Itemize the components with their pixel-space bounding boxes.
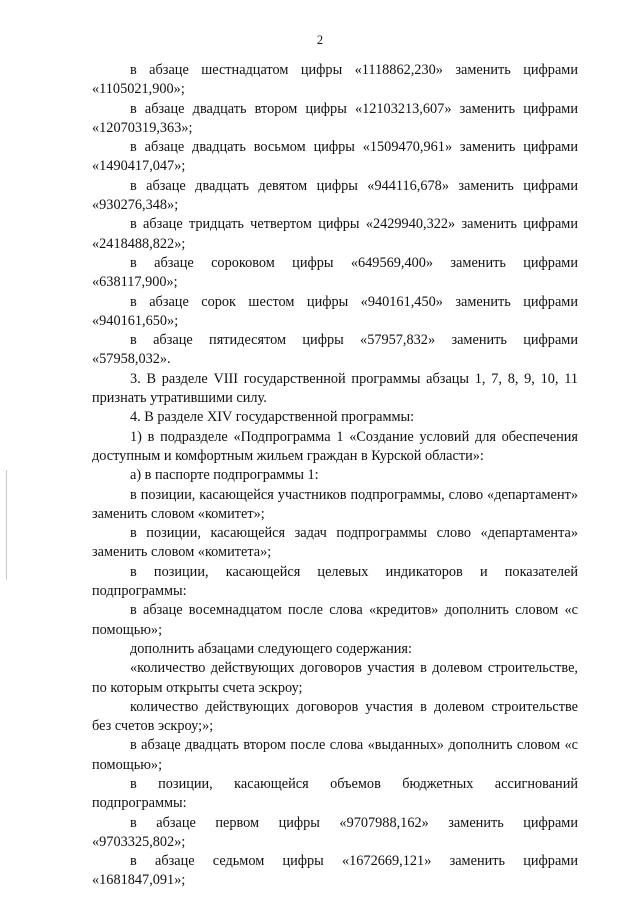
paragraph: количество действующих договоров участия в долевом строительстве без счетов эскроу;»;: [92, 698, 578, 735]
paragraph: в абзаце тридцать четвертом цифры «2429940,322» заменить цифрами «2418488,822»;: [92, 216, 578, 252]
paragraph: в абзаце сорок шестом цифры «940161,450» заменить цифрами «940161,650»;: [92, 293, 578, 329]
paragraph: в абзаце сороковом цифры «649569,400» заменить цифрами «638117,900»;: [92, 254, 578, 291]
paragraph: 3. В разделе VIII государственной программы абзацы 1, 7, 8, 9, 10, 11 признать утратившими силу.: [92, 370, 578, 407]
paragraph: дополнить абзацами следующего содержания:: [130, 640, 412, 657]
paragraph: в позиции, касающейся участников подпрограммы, слово «департамент» заменить словом «комитет»;: [92, 486, 578, 522]
page-number: 2: [316, 33, 324, 47]
paragraph: «количество действующих договоров участия в долевом строительстве, по которым открыты счета эскроу;: [92, 660, 578, 696]
paragraph: в абзаце двадцать втором после слова «выданных» дополнить словом «с помощью»;: [92, 737, 578, 773]
paragraph: в позиции, касающейся задач подпрограммы слово «департамента» заменить словом «комитета»;: [92, 525, 578, 561]
paragraph: в абзаце седьмом цифры «1672669,121» заменить цифрами «1681847,091»;: [92, 853, 578, 889]
paragraph: в абзаце шестнадцатом цифры «1118862,230» заменить цифрами «1105021,900»;: [92, 62, 578, 98]
paragraph: в абзаце двадцать втором цифры «12103213,607» заменить цифрами «12070319,363»;: [92, 100, 578, 136]
paragraph: в позиции, касающейся объемов бюджетных ассигнований подпрограммы:: [92, 775, 578, 812]
paragraph: в абзаце двадцать восьмом цифры «1509470,961» заменить цифрами «1490417,047»;: [92, 139, 578, 175]
paragraph: в абзаце первом цифры «9707988,162» заменить цифрами «9703325,802»;: [92, 814, 578, 850]
paragraph: 1) в подразделе «Подпрограмма 1 «Создание условий для обеспечения доступным и комфортным жильем граждан в Курской области»:: [92, 428, 578, 464]
paragraph: 4. В разделе XIV государственной программы:: [130, 409, 415, 426]
paragraph: в абзаце восемнадцатом после слова «кредитов» дополнить словом «с помощью»;: [92, 602, 578, 638]
document-body: [92, 61, 578, 891]
paragraph: а) в паспорте подпрограммы 1:: [130, 467, 319, 484]
paragraph: в позиции, касающейся целевых индикаторов и показателей подпрограммы:: [92, 563, 578, 600]
paragraph: в абзаце пятидесятом цифры «57957,832» заменить цифрами «57958,032».: [92, 332, 578, 368]
paragraph: в абзаце двадцать девятом цифры «944116,678» заменить цифрами «930276,348»;: [92, 177, 578, 214]
scan-margin-line: [6, 470, 7, 580]
